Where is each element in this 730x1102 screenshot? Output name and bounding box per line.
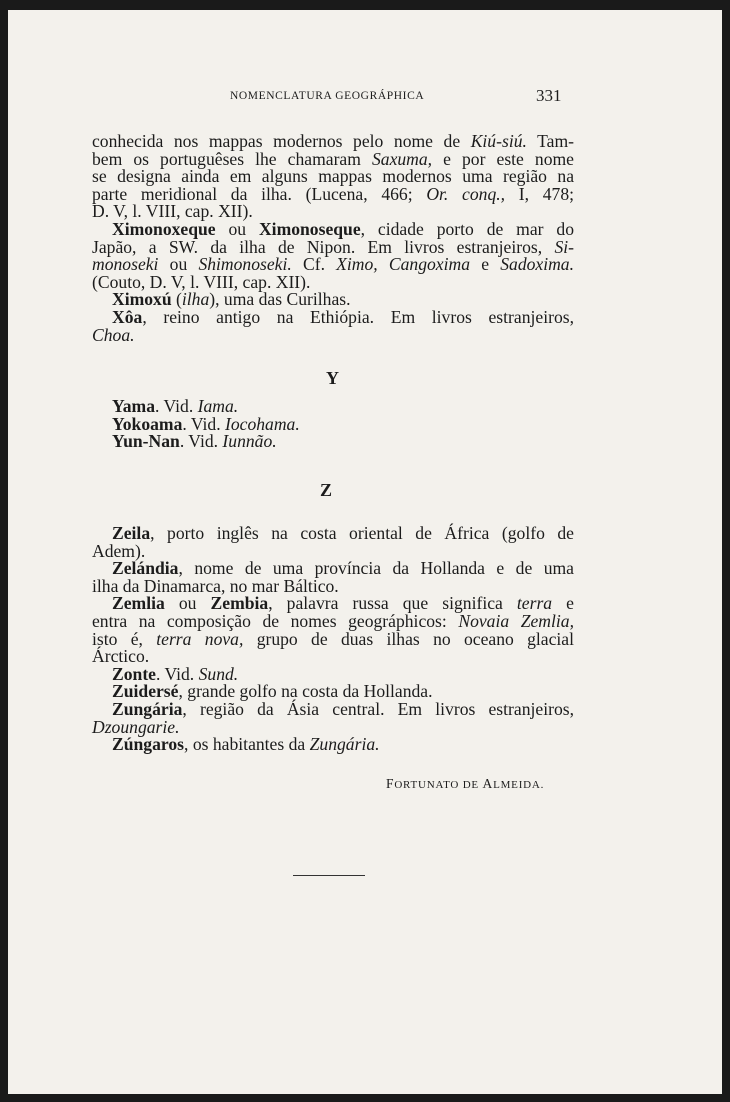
text-line: isto é, terra nova, grupo de duas ilhas no oceano glacial (92, 628, 574, 649)
entry-zungaria: Zungária, região da Ásia central. Em livros estranjeiros, (112, 698, 574, 719)
text-line: entra na composição de nomes geográphicos: Novaia Zemlia, (92, 610, 574, 631)
entry-yama: Yama. Vid. Iama. (112, 396, 239, 416)
text-line: conhecida nos mappas modernos pelo nome de Kiú-siú. Tam- (92, 131, 575, 151)
text-line: ilha da Dinamarca, no mar Báltico. (92, 575, 339, 596)
text-line: Dzoungarie. (92, 716, 180, 737)
entry-zuiderse: Zuidersé, grande golfo na costa da Hollanda. (112, 681, 433, 702)
entry-zeila: Zeila, porto inglês na costa oriental de África (golfo de (112, 523, 574, 543)
author-signature: FORTUNATO DE ALMEIDA. (386, 776, 545, 791)
text-line: Choa. (92, 324, 135, 345)
text-line: parte meridional da ilha. (Lucena, 466; Or. conq., I, 478; (92, 183, 574, 204)
entry-xoa: Xôa, reino antigo na Ethiópia. Em livros estranjeiros, (112, 306, 574, 327)
text-line: Adem). (92, 540, 146, 561)
entry-ximonoxeque: Ximonoxeque ou Ximonoseque, cidade porto de mar do (112, 218, 574, 239)
text-line: monoseki ou Shimonoseki. Cf. Ximo, Cangoxima e Sadoxima. (92, 254, 575, 275)
entries-x (92, 133, 574, 344)
text-line: bem os portuguêses lhe chamaram Saxuma, e por este nome (92, 148, 574, 169)
entry-zonte: Zonte. Vid. Sund. (112, 663, 239, 684)
entry-yun-nan: Yun-Nan. Vid. Iunnão. (112, 431, 277, 452)
entry-yokoama: Yokoama. Vid. Iocohama. (112, 413, 300, 434)
text-line: Japão, a SW. da ilha de Nipon. Em livros estranjeiros, Si- (92, 236, 574, 257)
entry-zelandia: Zelándia, nome de uma província da Hollanda e de uma (112, 558, 574, 579)
running-header: NOMENCLATURA GEOGRÁPHICA (230, 90, 425, 102)
page-number: 331 (536, 86, 562, 105)
entry-zemlia: Zemlia ou Zembia, palavra russa que significa terra e (112, 593, 574, 614)
text-line: (Couto, D. V, l. VIII, cap. XII). (92, 271, 311, 292)
entries-y (92, 398, 574, 451)
section-heading-z: Z (320, 480, 333, 500)
end-rule (293, 875, 365, 876)
text-line: Árctico. (92, 646, 150, 667)
entry-zungaros: Zúngaros, os habitantes da Zungária. (112, 734, 380, 755)
entries-z (92, 525, 574, 754)
text-line: se designa ainda em alguns mappas modernos uma região na (92, 166, 574, 187)
entry-ximoxu: Ximoxú (ilha), uma das Curilhas. (112, 289, 351, 310)
section-heading-y: Y (326, 368, 339, 388)
page (8, 10, 722, 1094)
text-line: D. V, l. VIII, cap. XII). (92, 201, 253, 222)
